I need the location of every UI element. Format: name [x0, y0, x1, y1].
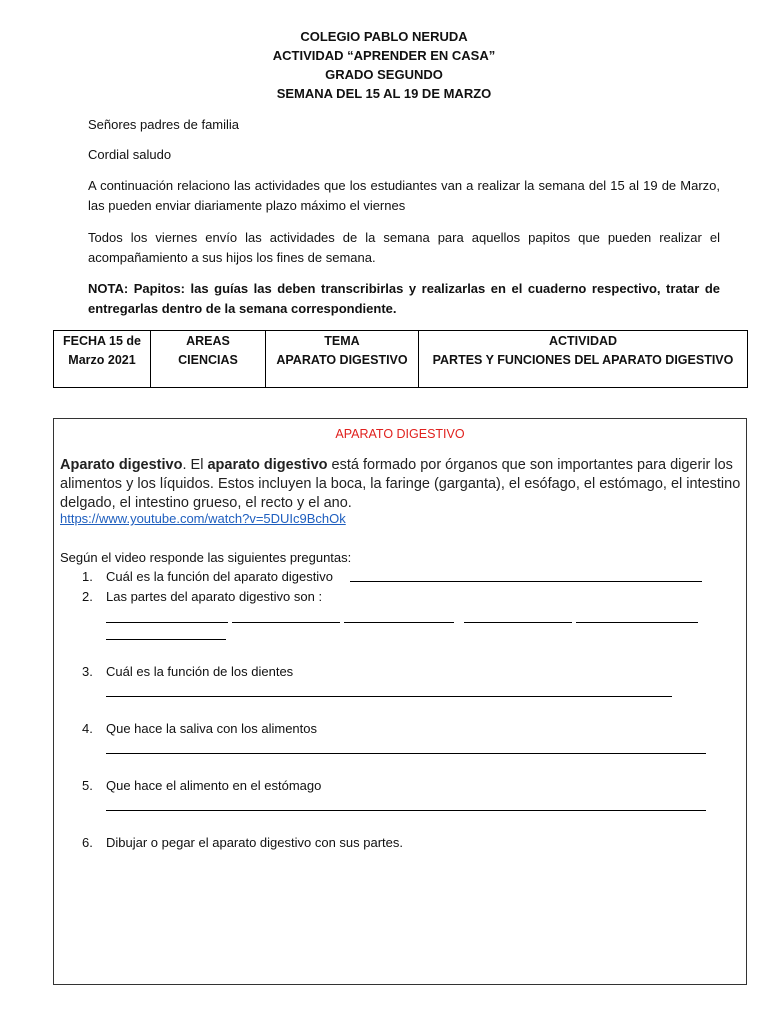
friday-paragraph: Todos los viernes envío las actividades de la semana para aquellos papitos que pueden realizar el acompañamiento a sus hijos los fines de semana. — [88, 230, 720, 265]
question-number: 2. — [82, 589, 93, 604]
areas-value: CIENCIAS — [178, 353, 238, 367]
intro-term-2: aparato digestivo — [207, 457, 328, 473]
question-number: 4. — [82, 721, 93, 736]
answer-line[interactable] — [106, 639, 226, 640]
tema-header: TEMA — [324, 334, 360, 348]
tema-cell — [266, 331, 419, 388]
greeting: Señores padres de familia — [88, 117, 240, 132]
worksheet-title: APARATO DIGESTIVO — [335, 427, 465, 441]
question-text: Las partes del aparato digestivo son : — [106, 589, 323, 604]
intro-text — [60, 456, 744, 513]
drawing-area[interactable] — [74, 859, 724, 974]
actividad-cell — [419, 331, 748, 388]
question-text: Dibujar o pegar el aparato digestivo con sus partes. — [106, 835, 404, 850]
answer-line[interactable] — [576, 622, 698, 623]
question-number: 5. — [82, 778, 93, 793]
document-header — [0, 27, 768, 103]
answer-line[interactable] — [344, 622, 454, 623]
question-text: Que hace la saliva con los alimentos — [106, 721, 318, 736]
answer-line[interactable] — [106, 622, 228, 623]
note-paragraph: NOTA: Papitos: las guías las deben transcribirlas y realizarlas en el cuaderno respectivo, tratar de entregarlas dentro de la semana correspondiente. — [88, 281, 720, 316]
fecha-cell: FECHA 15 de Marzo 2021 — [54, 331, 151, 388]
school-name: COLEGIO PABLO NERUDA — [300, 29, 468, 44]
answer-line[interactable] — [106, 696, 672, 697]
week-title: SEMANA DEL 15 AL 19 DE MARZO — [276, 86, 492, 101]
intro-rest: está formado por órganos que son importantes para digerir los alimentos y los líquidos. Estos incluyen la boca, la faringe (garganta), el esófago, el estómago, el intestino delgado, el intestino grueso, el recto y el ano. — [60, 457, 741, 511]
activity-title: ACTIVIDAD “APRENDER EN CASA” — [272, 48, 496, 63]
video-link[interactable]: https://www.youtube.com/watch?v=5DUIc9BchOk — [60, 511, 346, 526]
instructions: Según el video responde las siguientes preguntas: — [60, 550, 352, 565]
salute: Cordial saludo — [88, 147, 172, 162]
question-text: Que hace el alimento en el estómago — [106, 778, 322, 793]
areas-cell — [151, 331, 266, 388]
actividad-header: ACTIVIDAD — [548, 334, 618, 348]
activity-info-table — [53, 330, 748, 388]
question-text: Cuál es la función del aparato digestivo — [106, 569, 333, 584]
answer-line[interactable] — [350, 581, 702, 582]
intro-mid: . El — [182, 457, 208, 473]
tema-value: APARATO DIGESTIVO — [276, 353, 408, 367]
intro-paragraph: A continuación relaciono las actividades que los estudiantes van a realizar la semana del 15 al 19 de Marzo, las pueden enviar diariamente plazo máximo el viernes — [88, 178, 720, 213]
areas-header: AREAS — [186, 334, 230, 348]
answer-line[interactable] — [464, 622, 572, 623]
answer-line[interactable] — [106, 810, 706, 811]
answer-line[interactable] — [232, 622, 340, 623]
question-number: 3. — [82, 664, 93, 679]
actividad-value: PARTES Y FUNCIONES DEL APARATO DIGESTIVO — [432, 353, 734, 367]
question-number: 6. — [82, 835, 93, 850]
question-text: Cuál es la función de los dientes — [106, 664, 294, 679]
grade-title: GRADO SEGUNDO — [325, 67, 443, 82]
answer-line[interactable] — [106, 753, 706, 754]
question-number: 1. — [82, 569, 93, 584]
worksheet-box — [53, 418, 747, 985]
intro-term: Aparato digestivo — [60, 457, 183, 473]
